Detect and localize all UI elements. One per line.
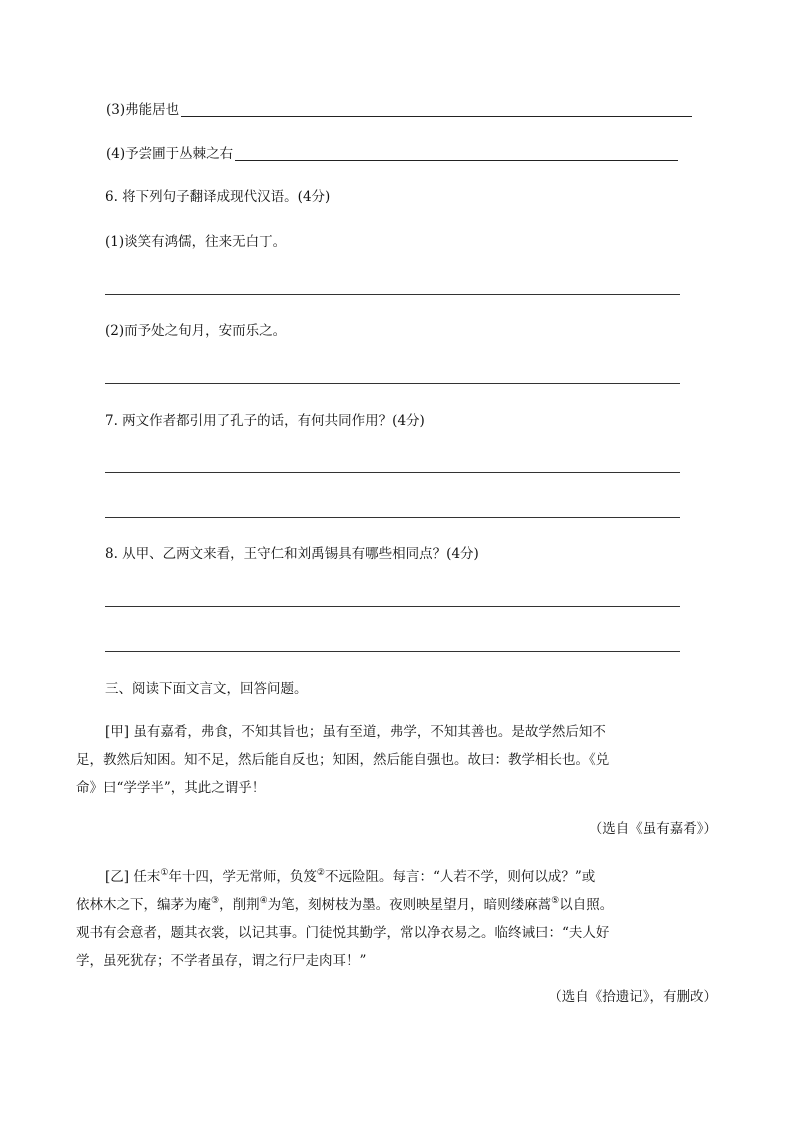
passage-yi-line-1: [乙] 任末①年十四，学无常师，负笈②不远险阻。每言：“人若不学，则何以成？”或: [105, 867, 596, 885]
answer-line-7b[interactable]: [105, 517, 680, 518]
passage-jia-line-1: [甲] 虽有嘉肴，弗食，不知其旨也；虽有至道，弗学，不知其善也。是故学然后知不: [105, 724, 606, 740]
footnote-marker-1[interactable]: ①: [160, 867, 169, 878]
question-6: 6. 将下列句子翻译成现代汉语。(4分): [105, 189, 331, 205]
footnote-marker-5[interactable]: ⑤: [551, 895, 560, 906]
passage-yi-line-3: 观书有会意者，题其衣裳，以记其事。门徒悦其勤学，常以净衣易之。临终诫曰：“夫人好: [76, 925, 610, 941]
question-8: 8. 从甲、乙两文来看，王守仁和刘禹锡具有哪些相同点？(4分): [105, 546, 479, 562]
question-6-1: (1)谈笑有鸿儒，往来无白丁。: [105, 234, 287, 250]
passage-jia-line-3: 命》曰“学学半”，其此之谓乎！: [76, 780, 266, 796]
footnote-marker-3[interactable]: ③: [211, 895, 220, 906]
source-jia: （选自《虽有嘉肴》）: [588, 821, 717, 837]
answer-line-8b[interactable]: [105, 651, 680, 652]
fill-blank-line-4[interactable]: [235, 146, 678, 161]
question-6-2: (2)而予处之旬月，安而乐之。: [105, 323, 287, 339]
passage-jia: [76, 718, 718, 802]
fill-blank-line-3[interactable]: [181, 102, 692, 117]
answer-line-6-2[interactable]: [105, 383, 680, 384]
fill-blank-row-3: [106, 102, 692, 117]
passage-yi: [76, 863, 718, 975]
fill-blank-label-4: (4)予尝圃于丛棘之右: [106, 145, 234, 162]
fill-blank-row-4: [106, 146, 678, 161]
footnote-marker-4[interactable]: ④: [259, 895, 268, 906]
question-7: 7. 两文作者都引用了孔子的话，有何共同作用？(4分): [105, 413, 425, 429]
answer-line-7a[interactable]: [105, 472, 680, 473]
source-yi: （选自《拾遗记》，有删改）: [548, 989, 717, 1005]
fill-blank-label-3: (3)弗能居也: [106, 101, 180, 118]
passage-jia-line-2: 足，教然后知困。知不足，然后能自反也；知困，然后能自强也。故曰：教学相长也。《兑: [76, 752, 610, 768]
answer-line-8a[interactable]: [105, 606, 680, 607]
footnote-marker-2[interactable]: ②: [316, 867, 325, 878]
passage-yi-line-2: 依林木之下，编茅为庵③，削荆④为笔，刻树枝为墨。夜则映星望月，暗则缕麻蒿⑤以自照。: [76, 895, 614, 913]
section-3-heading: 三、阅读下面文言文，回答问题。: [105, 681, 308, 697]
answer-line-6-1[interactable]: [105, 294, 680, 295]
passage-yi-line-4: 学，虽死犹存；不学者虽存，谓之行尸走肉耳！”: [76, 953, 367, 969]
